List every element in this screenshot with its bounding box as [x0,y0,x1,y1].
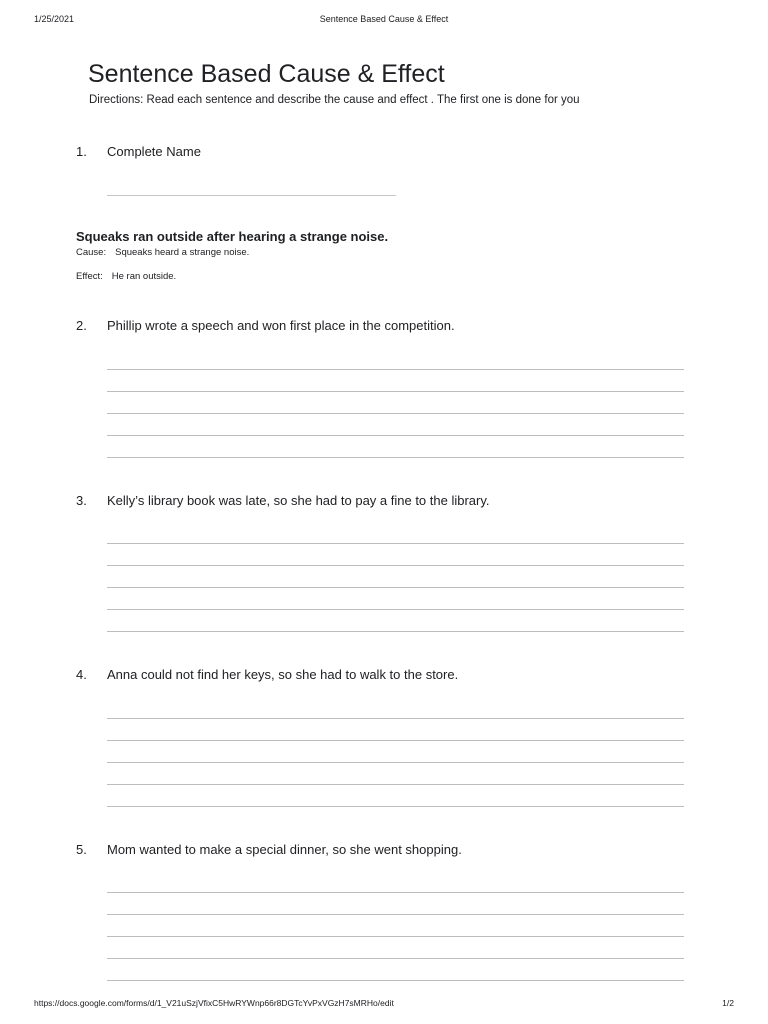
answer-line [107,457,684,458]
question-5-text: Mom wanted to make a special dinner, so she went shopping. [107,842,462,857]
example-effect [76,271,176,282]
example-sentence: Squeaks ran outside after hearing a strange noise. [76,229,389,244]
answer-line [107,369,684,370]
answer-line [107,631,684,632]
question-4-number: 4. [76,667,87,682]
answer-line [107,806,684,807]
example-effect-label: Effect: [76,271,103,282]
print-header [0,14,768,26]
answer-line [107,609,684,610]
answer-line [107,784,684,785]
form-directions: Directions: Read each sentence and describe the cause and effect . The first one is done for you [89,94,580,106]
question-2-number: 2. [76,318,87,333]
answer-line [107,391,684,392]
page-number: 1/2 [722,998,734,1008]
answer-line [107,936,684,937]
question-1-number: 1. [76,144,87,159]
complete-name-answer-field[interactable] [107,195,396,196]
print-header-title: Sentence Based Cause & Effect [319,14,449,24]
question-4-text: Anna could not find her keys, so she had to walk to the store. [107,667,459,682]
question-3-text: Kelly’s library book was late, so she had to pay a fine to the library. [107,493,490,508]
question-5-number: 5. [76,842,87,857]
answer-line [107,718,684,719]
question-3-number: 3. [76,493,87,508]
answer-line [107,565,684,566]
example-cause-label: Cause: [76,247,107,258]
answer-line [107,892,684,893]
example-cause [76,247,249,258]
answer-line [107,543,684,544]
answer-line [107,958,684,959]
example-effect-text: He ran outside. [111,271,177,282]
answer-line [107,587,684,588]
print-footer-url: https://docs.google.com/forms/d/1_V21uSzjVfixC5HwRYWnp66r8DGTcYvPxVGzH7sMRHo/edit [34,998,394,1008]
answer-line [107,914,684,915]
answer-line [107,762,684,763]
answer-line [107,413,684,414]
answer-line [107,435,684,436]
question-2-text: Phillip wrote a speech and won first place in the competition. [107,318,455,333]
example-cause-text: Squeaks heard a strange noise. [115,247,250,258]
print-date: 1/25/2021 [34,14,75,24]
print-footer [0,998,768,1010]
answer-line [107,980,684,981]
question-1-text: Complete Name [107,144,201,159]
answer-line [107,740,684,741]
form-title: Sentence Based Cause & Effect [88,60,445,88]
